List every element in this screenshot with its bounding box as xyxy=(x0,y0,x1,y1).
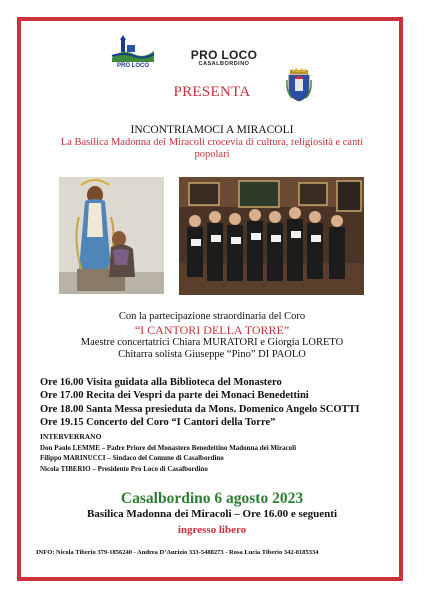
program-list xyxy=(40,376,400,430)
event-title: INCONTRIAMOCI A MIRACOLI xyxy=(130,124,294,136)
interventions-heading: INTERVERRANO xyxy=(40,432,102,441)
conductors-line: Maestre concertatrici Chiara MURATORI e Giorgia LORETO xyxy=(80,337,344,348)
event-date: Casalbordino 6 agosto 2023 xyxy=(120,490,304,507)
casalbordino-label: CASALBORDINO xyxy=(198,61,250,67)
interventions-list xyxy=(40,443,400,474)
program-item: Ore 17.00 Recita dei Vespri da parte dei Monaci Benedettini xyxy=(40,390,309,402)
event-venue: Basilica Madonna dei Miracoli – Ore 16.00 e seguenti xyxy=(86,508,338,520)
presenta-heading: PRESENTA xyxy=(173,84,251,100)
choir-name: “I CANTORI DELLA TORRE” xyxy=(134,323,290,337)
pro-loco-casalbordino-logo xyxy=(186,48,262,67)
intervention-item: Don Paolo LEMME – Padre Priore del Monastero Benedettino Madonna dei Miracoli xyxy=(40,444,297,452)
program-item: Ore 18.00 Santa Messa presieduta da Mons. Domenico Angelo SCOTTI xyxy=(40,403,360,415)
intervention-item: Filippo MARINUCCI – Sindaco del Comune di Casalbordino xyxy=(40,454,224,463)
madonna-statue-photo xyxy=(59,177,164,294)
intervention-item: Nicola TIBERIO – Presidente Pro Loco di Casalbordino xyxy=(40,464,208,473)
event-subtitle: La Basilica Madonna dei Miracoli crocevia di cultura, religiosità e canti popolari xyxy=(60,137,364,160)
pro-loco-small-label: PRO LOCO xyxy=(116,63,149,69)
participation-line: Con la partecipazione straordinaria del Coro xyxy=(118,311,306,322)
guitar-soloist-line: Chitarra solista Giuseppe “Pino” DI PAOLO xyxy=(118,349,306,360)
logos-row xyxy=(0,34,424,76)
info-contacts: INFO: Nicola Tiberio 379-1856240 - Andrea D’Aurizio 333-5488273 - Rosa Lucia Tiberio 342-8185334 xyxy=(36,549,319,556)
program-item: Ore 16.00 Visita guidata alla Biblioteca del Monastero xyxy=(40,377,282,388)
pro-loco-label: PRO LOCO xyxy=(190,48,258,62)
entry-note: ingresso libero xyxy=(177,524,247,536)
program-item: Ore 19.15 Concerto del Coro “I Cantori della Torre” xyxy=(40,417,276,429)
choir-photo xyxy=(179,177,364,295)
